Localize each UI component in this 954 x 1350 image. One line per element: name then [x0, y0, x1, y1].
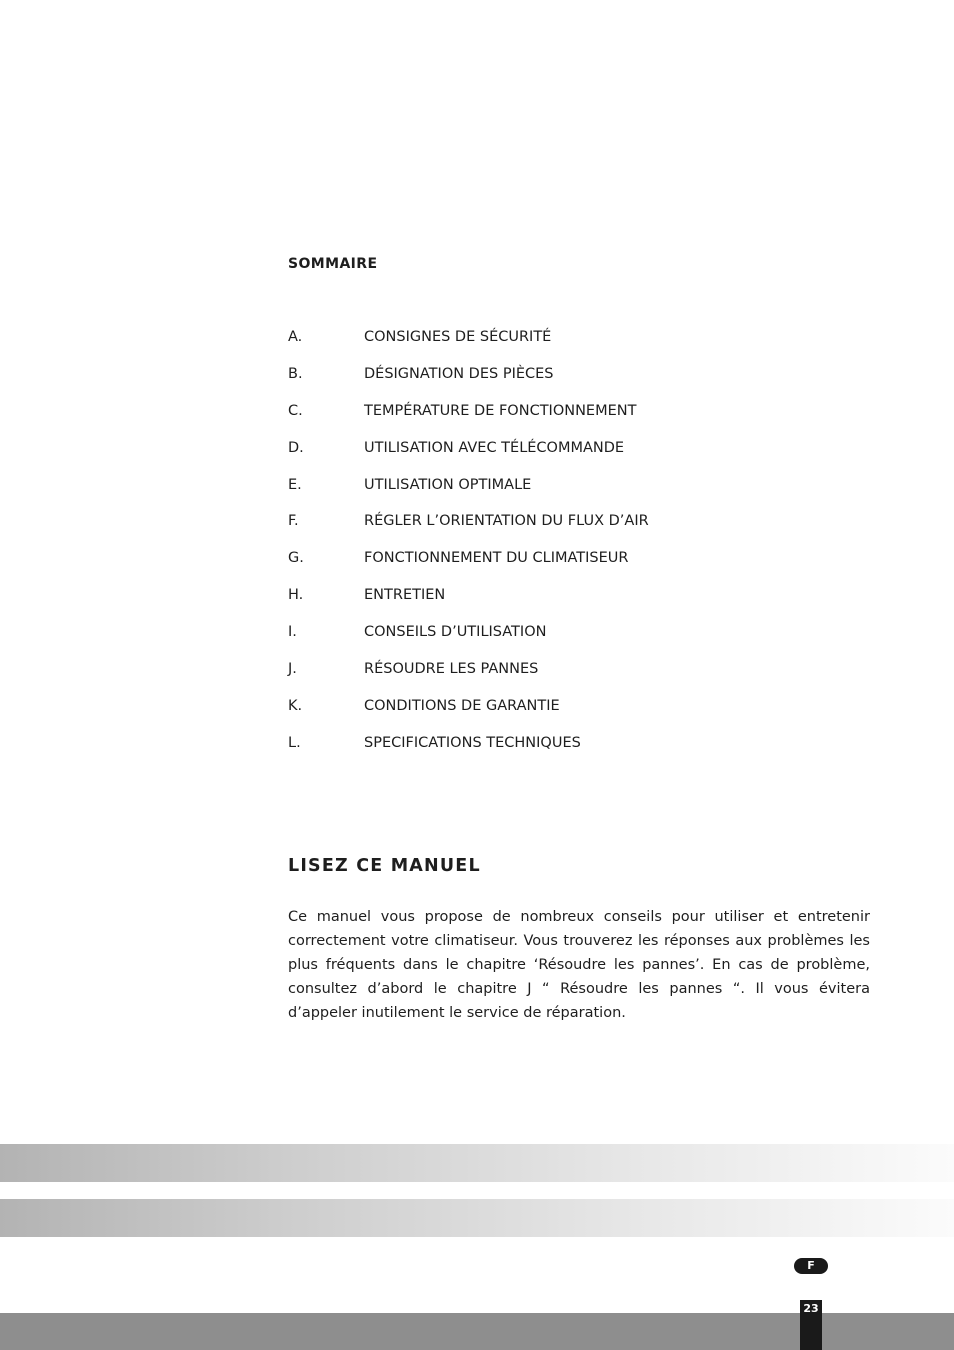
toc-item-label: CONSEILS D’UTILISATION: [364, 624, 547, 641]
toc-item-letter: K.: [288, 697, 303, 714]
toc-item: [288, 511, 649, 548]
toc-item-letter: D.: [288, 439, 304, 456]
page-number: 23: [800, 1300, 822, 1350]
toc-item-label: RÉGLER L’ORIENTATION DU FLUX D’AIR: [364, 513, 649, 530]
toc-item-label: UTILISATION OPTIMALE: [364, 476, 532, 493]
toc-item-letter: G.: [288, 550, 304, 567]
toc-item: [288, 475, 649, 512]
toc-item: [288, 364, 649, 401]
toc-item-label: SPECIFICATIONS TECHNIQUES: [364, 734, 581, 751]
toc-item: [288, 622, 649, 659]
toc-item: [288, 327, 649, 364]
toc-item-letter: A.: [288, 329, 303, 345]
toc-item-letter: H.: [288, 587, 304, 604]
table-of-contents: [288, 327, 649, 770]
decorative-gradient-band: [0, 1144, 954, 1182]
toc-item-label: RÉSOUDRE LES PANNES: [364, 661, 539, 678]
toc-item-letter: E.: [288, 476, 302, 493]
toc-item-letter: L.: [288, 734, 301, 751]
toc-item: [288, 696, 649, 733]
toc-item-label: ENTRETIEN: [364, 587, 446, 604]
toc-item-label: CONSIGNES DE SÉCURITÉ: [364, 329, 552, 345]
toc-item-letter: C.: [288, 402, 303, 419]
manual-intro-paragraph: Ce manuel vous propose de nombreux conseils pour utiliser et entretenir correctement votre climatiseur. Vous trouverez les réponses aux problèmes les plus fréquents dans le chapitre ‘Résoudre les pannes’. En cas de problème, consultez d’abord le chapitre J “ Résoudre les pannes “. Il vous évitera d’appeler inutilement le service de réparation.: [288, 909, 870, 1021]
toc-item-letter: J.: [288, 661, 297, 678]
toc-item-label: CONDITIONS DE GARANTIE: [364, 697, 560, 714]
toc-item: [288, 659, 649, 696]
toc-item-letter: I.: [288, 624, 297, 641]
toc-item-letter: F.: [288, 513, 299, 530]
toc-item-label: FONCTIONNEMENT DU CLIMATISEUR: [364, 550, 629, 567]
toc-item: [288, 438, 649, 475]
summary-title: SOMMAIRE: [288, 256, 378, 272]
toc-item-label: UTILISATION AVEC TÉLÉCOMMANDE: [364, 439, 625, 456]
toc-item: [288, 585, 649, 622]
toc-item: [288, 548, 649, 585]
toc-item: [288, 733, 649, 770]
toc-item-letter: B.: [288, 365, 303, 382]
toc-item: [288, 401, 649, 438]
manual-heading: LISEZ CE MANUEL: [288, 856, 481, 876]
decorative-gradient-band: [0, 1199, 954, 1237]
toc-item-label: TEMPÉRATURE DE FONCTIONNEMENT: [364, 402, 637, 419]
toc-item-label: DÉSIGNATION DES PIÈCES: [364, 365, 554, 382]
language-badge: F: [794, 1258, 828, 1274]
